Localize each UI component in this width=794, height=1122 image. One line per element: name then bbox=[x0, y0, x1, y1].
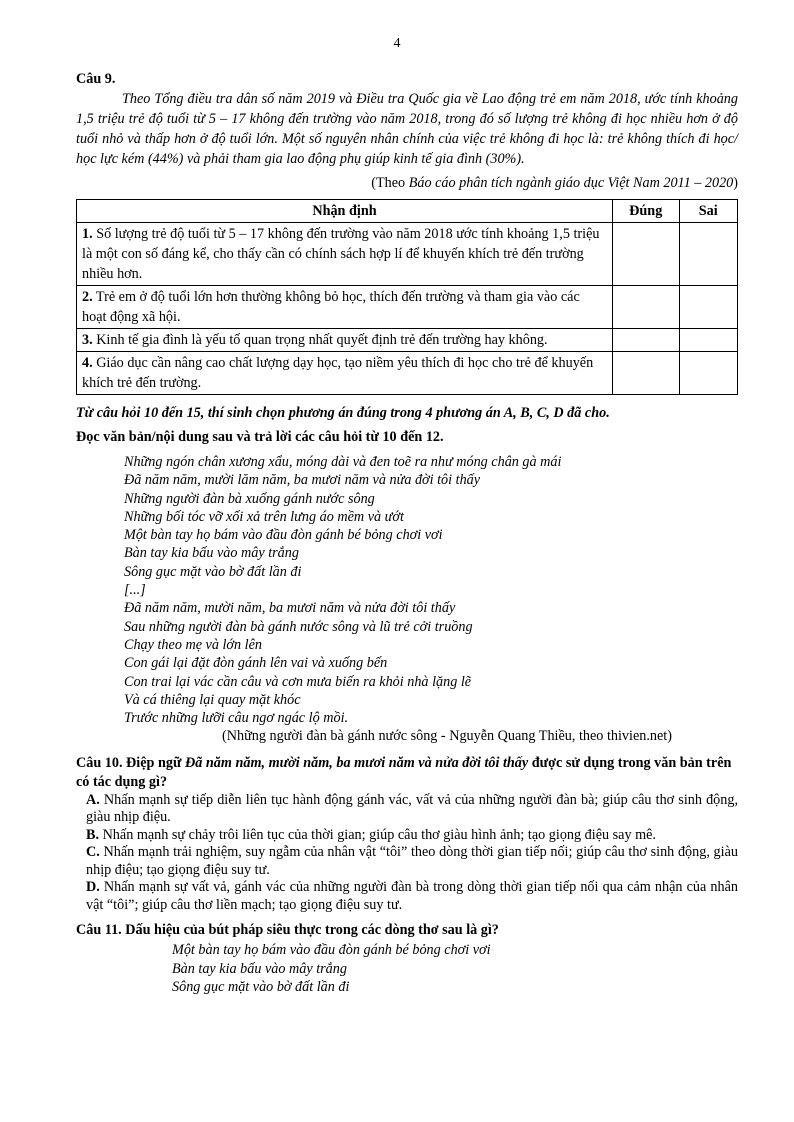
true-answer-cell[interactable] bbox=[612, 286, 679, 329]
table-row bbox=[77, 223, 738, 286]
poem-line: Những người đàn bà xuống gánh nước sông bbox=[124, 490, 375, 507]
poem-line: Sông gục mặt vào bờ đất lần đi bbox=[172, 979, 350, 996]
option-text: Nhấn mạnh sự tiếp diễn liên tục hành động gánh vác, vất vả của những người đàn bà; giúp câu thơ sinh động, giàu nhịp điệu. bbox=[86, 791, 738, 826]
poem-line: Trước những lưỡi câu ngơ ngác lộ mồi. bbox=[124, 710, 349, 727]
true-false-table bbox=[76, 199, 738, 395]
table-row bbox=[77, 352, 738, 395]
poem-line: Sau những người đàn bà gánh nước sông và lũ trẻ cởi truồng bbox=[124, 618, 473, 635]
true-answer-cell[interactable] bbox=[612, 223, 679, 286]
option-label: D. bbox=[86, 879, 100, 896]
source-prefix: (Theo bbox=[371, 175, 409, 191]
false-answer-cell[interactable] bbox=[679, 352, 737, 395]
poem-line: Một bàn tay họ bám vào đầu đòn gánh bé bỏng chơi vơi bbox=[124, 527, 443, 544]
true-answer-cell[interactable] bbox=[612, 329, 679, 352]
question-9-title: Câu 9. bbox=[76, 71, 116, 87]
option-b[interactable] bbox=[86, 827, 738, 845]
claim-cell bbox=[77, 223, 613, 286]
option-d[interactable] bbox=[86, 879, 738, 914]
claim-text: Kinh tế gia đình là yếu tố quan trọng nhất quyết định trẻ đến trường hay không. bbox=[92, 332, 548, 348]
header-true: Đúng bbox=[612, 200, 679, 223]
option-label: C. bbox=[86, 844, 100, 861]
option-a[interactable] bbox=[86, 792, 738, 827]
question-11-lines bbox=[172, 941, 738, 997]
claim-cell bbox=[77, 286, 613, 329]
source-title: Báo cáo phân tích ngành giáo dục Việt Nam 2011 – 2020 bbox=[408, 175, 734, 191]
q10-suffix: được sử dụng trong văn bản trên có tác dụng gì? bbox=[76, 754, 732, 790]
option-text: Nhấn mạnh sự vất vả, gánh vác của những người đàn bà trong dòng thời gian tiếp nối qua cảm nhận của nhân vật “tôi”; giúp câu thơ liền mạch; tạo giọng điệu suy tư. bbox=[86, 879, 738, 913]
claim-number: 4. bbox=[82, 355, 93, 371]
poem-line: Bàn tay kia bấu vào mây trắng bbox=[124, 545, 299, 562]
question-9-source bbox=[76, 173, 738, 193]
q10-quote: Đã năm năm, mười năm, ba mươi năm và nửa đời tôi thấy bbox=[185, 754, 529, 771]
poem-excerpt bbox=[124, 453, 738, 746]
table-header-row bbox=[77, 200, 738, 223]
question-10-title bbox=[76, 754, 738, 792]
poem-line: Đã năm năm, mười năm, ba mươi năm và nửa đời tôi thấy bbox=[124, 600, 456, 617]
reading-instruction: Đọc văn bản/nội dung sau và trả lời các câu hỏi từ 10 đến 12. bbox=[76, 429, 444, 445]
source-suffix: ) bbox=[733, 175, 738, 191]
header-false: Sai bbox=[679, 200, 737, 223]
claim-text: Số lượng trẻ độ tuổi từ 5 – 17 không đến trường vào năm 2018 ước tính khoảng 1,5 triệu là một con số đáng kể, cho thấy cần có chính sách hợp lí để khuyến khích trẻ đến trường nhiều hơn. bbox=[82, 226, 600, 282]
option-label: B. bbox=[86, 826, 100, 843]
poem-line: Con trai lại vác cần câu và cơn mưa biến ra khỏi nhà lặng lẽ bbox=[124, 673, 472, 690]
question-9-passage: Theo Tổng điều tra dân số năm 2019 và Điều tra Quốc gia về Lao động trẻ em năm 2018, ước tính khoảng 1,5 triệu trẻ độ tuổi từ 5 – 17 không đến trường vào năm 2018, trong đó số lượng trẻ không đi học nhiều hơn ở độ tuổi nhỏ và thấp hơn ở độ tuổi lớn. Một số nguyên nhân chính của việc trẻ không đi học là: trẻ không thích đi học/ học lực kém (44%) và phải tham gia lao động phụ giúp kinh tế gia đình (30%). bbox=[76, 91, 738, 167]
table-row bbox=[77, 329, 738, 352]
false-answer-cell[interactable] bbox=[679, 286, 737, 329]
option-label: A. bbox=[86, 791, 100, 808]
option-text: Nhấn mạnh sự chảy trôi liên tục của thời gian; giúp câu thơ giàu hình ảnh; tạo giọng điệu say mê. bbox=[99, 826, 656, 843]
poem-line: Đã năm năm, mười lăm năm, ba mươi năm và nửa đời tôi thấy bbox=[124, 472, 481, 489]
claim-number: 1. bbox=[82, 226, 93, 242]
section-instruction: Từ câu hỏi 10 đến 15, thí sinh chọn phương án đúng trong 4 phương án A, B, C, D đã cho. bbox=[76, 405, 610, 421]
poem-source: (Những người đàn bà gánh nước sông - Nguyễn Quang Thiều, theo thivien.net) bbox=[222, 728, 672, 745]
question-11-title: Câu 11. Dấu hiệu của bút pháp siêu thực trong các dòng thơ sau là gì? bbox=[76, 922, 499, 939]
poem-line: Chạy theo mẹ và lớn lên bbox=[124, 636, 262, 653]
table-row bbox=[77, 286, 738, 329]
page-content bbox=[76, 70, 738, 997]
poem-line: Bàn tay kia bấu vào mây trắng bbox=[172, 960, 347, 977]
page-number: 4 bbox=[393, 36, 401, 51]
poem-line: Một bàn tay họ bám vào đầu đòn gánh bé bỏng chơi vơi bbox=[172, 942, 491, 959]
poem-line: [...] bbox=[124, 582, 146, 599]
claim-text: Giáo dục cần nâng cao chất lượng dạy học, tạo niềm yêu thích đi học cho trẻ để khuyến khích trẻ đến trường. bbox=[82, 355, 594, 391]
poem-line: Và cá thiêng lại quay mặt khóc bbox=[124, 691, 301, 708]
true-answer-cell[interactable] bbox=[612, 352, 679, 395]
q10-prefix: Câu 10. Điệp ngữ bbox=[76, 754, 186, 771]
claim-cell bbox=[77, 352, 613, 395]
option-c[interactable] bbox=[86, 844, 738, 879]
header-claim: Nhận định bbox=[77, 200, 613, 223]
claim-number: 2. bbox=[82, 289, 93, 305]
poem-line: Những ngón chân xương xẩu, móng dài và đen toẽ ra như móng chân gà mái bbox=[124, 454, 562, 470]
claim-text: Trẻ em ở độ tuổi lớn hơn thường không bỏ học, thích đến trường và tham gia vào các hoạt động xã hội. bbox=[82, 289, 580, 325]
option-text: Nhấn mạnh trải nghiệm, suy ngẫm của nhân vật “tôi” theo dòng thời gian tiếp nối; giúp câu thơ sinh động, giàu nhịp điệu; tạo giọng điệu suy tư. bbox=[86, 844, 738, 878]
claim-cell bbox=[77, 329, 613, 352]
poem-line: Con gái lại đặt đòn gánh lên vai và xuống bến bbox=[124, 655, 388, 672]
false-answer-cell[interactable] bbox=[679, 329, 737, 352]
poem-line: Sông gục mặt vào bờ đất lần đi bbox=[124, 563, 302, 580]
false-answer-cell[interactable] bbox=[679, 223, 737, 286]
poem-line: Những bối tóc vỡ xối xả trên lưng áo mềm và ướt bbox=[124, 508, 404, 525]
claim-number: 3. bbox=[82, 332, 93, 348]
